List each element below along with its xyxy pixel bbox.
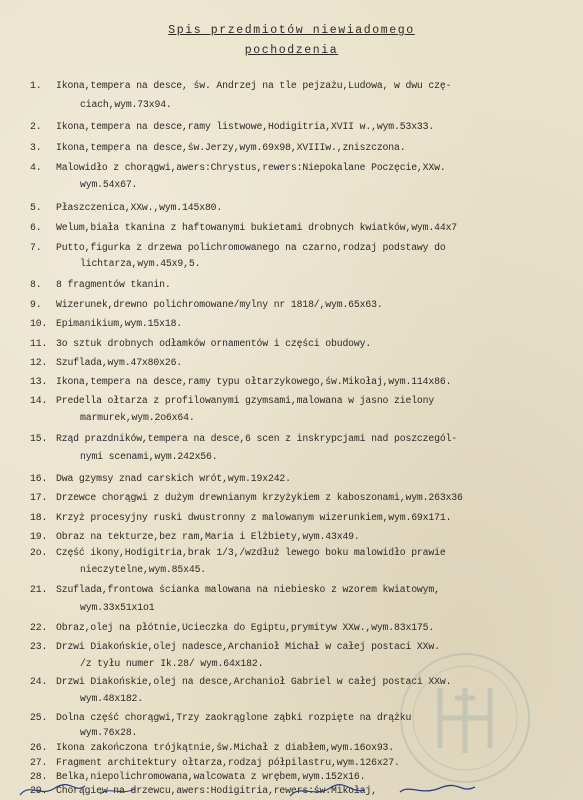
item-text-continuation: marmurek,wym.2o6x64.: [80, 412, 195, 423]
item-number: 28.: [30, 771, 48, 782]
item-number: 23.: [30, 641, 48, 652]
signatures-icon: [0, 780, 583, 800]
archive-stamp-icon: [395, 648, 535, 788]
list-item: [30, 338, 371, 350]
item-number: 26.: [30, 742, 48, 753]
list-item: [30, 584, 440, 596]
item-text-continuation: wym.76x28.: [80, 727, 138, 738]
item-text: Fragment architektury ołtarza,rodzaj półpilastru,wym.126x27.: [56, 757, 400, 768]
list-item: [30, 299, 383, 311]
item-number: 16.: [30, 473, 48, 484]
item-text: Ikona zakończona trójkątnie,św.Michał z diabłem,wym.16ox93.: [56, 742, 395, 753]
item-number: 13.: [30, 376, 48, 387]
list-item: [30, 512, 451, 524]
list-item: [30, 318, 182, 330]
item-number: 4.: [30, 162, 42, 173]
item-number: 27.: [30, 757, 48, 768]
list-item: [30, 222, 457, 234]
item-text: Dwa gzymsy znad carskich wrót,wym.19x242.: [56, 473, 291, 484]
item-text: Welum,biała tkanina z haftowanymi bukietami drobnych kwiatków,wym.44x7: [56, 222, 458, 233]
item-number: 6.: [30, 222, 42, 233]
item-number: 8.: [30, 279, 42, 290]
item-text: Szuflada,frontowa ścianka malowana na niebiesko z wzorem kwiatowym,: [56, 584, 440, 595]
list-item: [30, 202, 222, 214]
list-item: [30, 531, 360, 543]
list-item: [30, 641, 440, 653]
item-text: Dolna część chorągwi,Trzy zaokrąglone ząbki rozpięte na drążku: [56, 712, 412, 723]
item-text: Epimanikium,wym.15x18.: [56, 318, 183, 329]
item-text: Ikona,tempera na desce,św.Jerzy,wym.69x98,XVIIIw.,zniszczona.: [56, 142, 406, 153]
document-title: Spis przedmiotów niewiadomego: [168, 24, 415, 37]
list-item: [30, 492, 463, 504]
item-text: Malowidło z chorągwi,awers:Chrystus,rewers:Niepokalane Poczęcie,XXw.: [56, 162, 446, 173]
item-number: 14.: [30, 395, 48, 406]
list-item: [30, 376, 451, 388]
item-text: Rząd prazdników,tempera na desce,6 scen z inskrypcjami nad poszczegól-: [56, 433, 458, 444]
item-text: Ikona,tempera na desce,ramy listwowe,Hodigitria,XVII w.,wym.53x33.: [56, 121, 435, 132]
item-text: 8 fragmentów tkanin.: [56, 279, 171, 290]
item-text-continuation: nymi scenami,wym.242x56.: [80, 451, 218, 462]
item-number: 3.: [30, 142, 42, 153]
item-number: 9.: [30, 299, 42, 310]
list-item: [30, 162, 446, 174]
item-text-continuation: lichtarza,wym.45x9,5.: [80, 258, 201, 269]
item-text-continuation: nieczytelne,wym.85x45.: [80, 564, 207, 575]
item-text-continuation: ciach,wym.73x94.: [80, 99, 172, 110]
item-text-continuation: wym.48x182.: [80, 693, 144, 704]
item-number: 29.: [30, 785, 48, 796]
list-item: [30, 395, 434, 407]
list-item: [30, 242, 446, 254]
list-item: [30, 622, 434, 634]
item-text: Ikona,tempera na desce,ramy typu ołtarzykowego,św.Mikołaj,wym.114x86.: [56, 376, 452, 387]
item-text-continuation: /z tyłu numer Ik.28/ wym.64x182.: [80, 658, 264, 669]
item-number: 18.: [30, 512, 48, 523]
list-item: [30, 742, 394, 754]
item-number: 7.: [30, 242, 42, 253]
item-text: Obraz na tekturze,bez ram,Maria i Elżbiety,wym.43x49.: [56, 531, 360, 542]
item-number: 17.: [30, 492, 48, 503]
item-text: Belka,niepolichromowana,walcowata z wrębem,wym.152x16.: [56, 771, 366, 782]
list-item: [30, 547, 446, 559]
item-text: Część ikony,Hodigitria,brak 1/3,/wzdłuż lewego boku malowidło prawie: [56, 547, 446, 558]
list-item: [30, 433, 457, 445]
list-item: [30, 121, 434, 133]
item-number: 2.: [30, 121, 42, 132]
item-text: 3o sztuk drobnych odłamków ornamentów i części obudowy.: [56, 338, 372, 349]
list-item: [30, 142, 405, 154]
item-text-continuation: wym.54x67.: [80, 179, 138, 190]
item-number: 22.: [30, 622, 48, 633]
list-item: [30, 279, 171, 291]
item-text: Krzyż procesyjny ruski dwustronny z malowanym wizerunkiem,wym.69x171.: [56, 512, 452, 523]
item-number: 19.: [30, 531, 48, 542]
item-text: Drzwi Diakońskie,olej nadesce,Archanioł Michał w całej postaci XXw.: [56, 641, 440, 652]
item-number: 24.: [30, 676, 48, 687]
item-text: Szuflada,wym.47x80x26.: [56, 357, 183, 368]
list-item: [30, 712, 411, 724]
item-number: 1.: [30, 80, 42, 91]
list-item: [30, 473, 291, 485]
list-item: [30, 357, 182, 369]
item-number: 21.: [30, 584, 48, 595]
list-item: [30, 80, 451, 92]
item-text: Obraz,olej na płótnie,Ucieczka do Egiptu,prymityw XXw.,wym.83x175.: [56, 622, 435, 633]
item-number: 11.: [30, 338, 48, 349]
item-text: Drzewce chorągwi z dużym drewnianym krzyżykiem z kaboszonami,wym.263x36: [56, 492, 463, 503]
item-text: Wizerunek,drewno polichromowane/mylny nr 1818/,wym.65x63.: [56, 299, 383, 310]
item-number: 2o.: [30, 547, 48, 558]
item-number: 10.: [30, 318, 48, 329]
list-item: [30, 757, 400, 769]
item-number: 12.: [30, 357, 48, 368]
item-text: Płaszczenica,XXw.,wym.145x80.: [56, 202, 223, 213]
item-number: 25.: [30, 712, 48, 723]
item-text-continuation: wym.33x51x1o1: [80, 602, 155, 613]
item-text: Ikona,tempera na desce, św. Andrzej na tle pejzażu,Ludowa, w dwu czę-: [56, 80, 452, 91]
document-subtitle: pochodzenia: [244, 44, 339, 57]
item-text: Predella ołtarza z profilowanymi gzymsami,malowana w jasno zielony: [56, 395, 435, 406]
item-text: Chorągiew na drzewcu,awers:Hodigitria,rewers:św.Mikołaj,: [56, 785, 377, 796]
item-text: Drzwi Diakońskie,olej na desce,Archanioł Gabriel w całej postaci XXw.: [56, 676, 452, 687]
item-number: 5.: [30, 202, 42, 213]
list-item: [30, 676, 451, 688]
item-text: Putto,figurka z drzewa polichromowanego na czarno,rodzaj podstawy do: [56, 242, 446, 253]
item-number: 15.: [30, 433, 48, 444]
